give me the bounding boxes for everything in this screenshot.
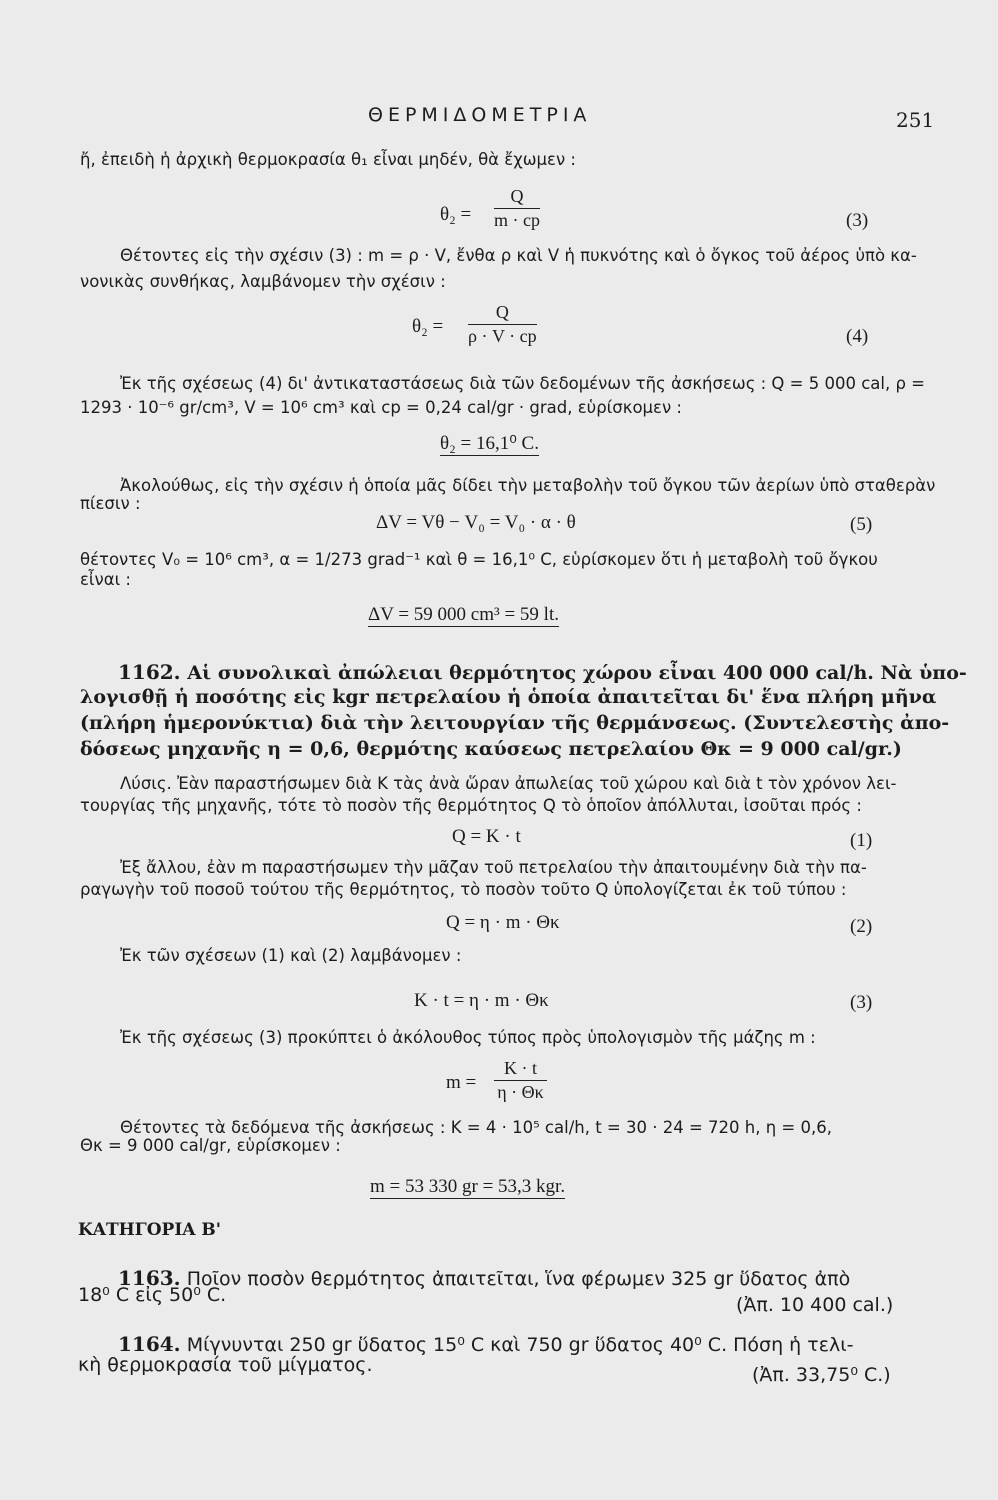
fraction-numerator: K · t [494,1058,547,1081]
paragraph-line: θέτοντες V₀ = 10⁶ cm³, α = 1/273 grad⁻¹ καὶ θ = 16,1⁰ C, εὑρίσκομεν ὅτι ἡ μεταβολὴ τοῦ ὄγκου [80,550,878,569]
intro-line: ἤ, ἐπειδὴ ἡ ἀρχικὴ θερμοκρασία θ₁ εἶναι μηδέν, θὰ ἔχωμεν : [80,150,576,169]
solution-line: τουργίας τῆς μηχανῆς, τότε τὸ ποσὸν τῆς θερμότητος Q τὸ ὁποῖον ἀπόλλυται, ἰσοῦται πρός : [80,796,862,815]
equation-kt: K · t = η · m · Θκ [414,990,549,1011]
fraction-numerator: Q [468,302,537,325]
fraction-denominator: ρ · V · cp [468,326,537,346]
problem-number: 1162. [118,660,181,684]
problem-1163-line1 [118,1266,850,1290]
fraction-denominator: η · Θκ [497,1082,544,1102]
equation-number: (4) [846,326,869,347]
equation-q2: Q = η · m · Θκ [446,912,560,933]
fraction-theta2 [494,186,540,231]
solution-line: Ἐκ τῶν σχέσεων (1) καὶ (2) λαμβάνομεν : [120,946,462,965]
solution-line: Θκ = 9 000 cal/gr, εὑρίσκομεν : [80,1136,341,1155]
solution-line: Λύσις. Ἐὰν παραστήσωμεν διὰ Κ τὰς ἀνὰ ὥραν ἀπωλείας τοῦ χώρου καὶ διὰ t τὸν χρόνον λει- [120,774,897,793]
result-delta-v [368,604,559,626]
result-value: m = 53 330 gr = 53,3 kgr. [370,1176,566,1197]
solution-line: Θέτοντες τὰ δεδόμενα τῆς ἀσκήσεως : K = 4 · 10⁵ cal/h, t = 30 · 24 = 720 h, η = 0,6, [120,1118,832,1137]
paragraph-line: εἶναι : [80,570,131,589]
problem-text: δόσεως μηχανῆς η = 0,6, θερμότης καύσεως πετρελαίου Θκ = 9 000 cal/gr.) [80,738,902,760]
fraction-denominator: m · cp [494,210,540,230]
equation-lhs: θ₂ = [440,204,472,225]
fraction-numerator: Q [494,186,540,209]
problem-1164-line1 [118,1332,854,1356]
problem-text: 18⁰ C εἰς 50⁰ C. [78,1284,227,1306]
equation-lhs: θ₂ = [412,316,444,337]
problem-text: Μίγνυνται 250 gr ὕδατος 15⁰ C καὶ 750 gr ὕδατος 40⁰ C. Πόση ἡ τελι- [186,1334,854,1356]
result-value: θ₂ = 16,1⁰ C. [440,433,539,454]
result-theta2 [440,432,539,455]
solution-line: ραγωγὴν τοῦ ποσοῦ τούτου τῆς θερμότητος, τὸ ποσὸν τοῦτο Q ὑπολογίζεται ἐκ τοῦ τύπου : [80,880,847,899]
problem-text: Αἱ συνολικαὶ ἀπώλειαι θερμότητος χώρου εἶναι 400 000 cal/h. Νὰ ὑπο- [187,662,967,684]
problem-text: κὴ θερμοκρασία τοῦ μίγματος. [78,1354,373,1376]
equation-q: Q = K · t [452,826,521,847]
paragraph-line: πίεσιν : [80,494,141,513]
equation-number: (2) [850,916,873,937]
problem-text: λογισθῇ ἡ ποσότης εἰς kgr πετρελαίου ἡ ὁποία ἀπαιτεῖται δι' ἕνα πλήρη μῆνα [80,686,937,708]
category-heading: ΚΑΤΗΓΟΡΙΑ Β' [78,1220,221,1240]
result-value: ΔV = 59 000 cm³ = 59 lt. [368,604,559,625]
paragraph-line: Ἀκολούθως, εἰς τὴν σχέσιν ἡ ὁποία μᾶς δίδει τὴν μεταβολὴν τοῦ ὄγκου τῶν ἀερίων ὑπὸ σταθερὰν [120,476,936,495]
solution-line: Ἐξ ἄλλου, ἐὰν m παραστήσωμεν τὴν μᾶζαν τοῦ πετρελαίου τὴν ἀπαιτουμένην διὰ τὴν πα- [120,858,867,877]
paragraph-line: Ἐκ τῆς σχέσεως (4) δι' ἀντικαταστάσεως διὰ τῶν δεδομένων τῆς ἀσκήσεως : Q = 5 000 cal, ρ = [120,374,926,393]
equation-number: (1) [850,830,873,851]
problem-text: (πλήρη ἡμερονύκτια) διὰ τὴν λειτουργίαν τῆς θερμάνσεως. (Συντελεστὴς ἀπο- [80,712,950,734]
problem-text: Ποῖον ποσὸν θερμότητος ἀπαιτεῖται, ἵνα φέρωμεν 325 gr ὕδατος ἀπὸ [186,1268,851,1290]
paragraph-line: νονικὰς συνθήκας, λαμβάνομεν τὴν σχέσιν : [80,272,446,291]
fraction-mass [494,1058,547,1103]
problem-1162-line1 [118,660,967,684]
page-number: 251 [896,108,935,132]
equation-delta-v: ΔV = Vθ − V₀ = V₀ · α · θ [376,512,576,533]
equation-number: (5) [850,514,873,535]
problem-number: 1164. [118,1332,181,1356]
paragraph-line: Θέτοντες εἰς τὴν σχέσιν (3) : m = ρ · V, ἔνθα ρ καὶ V ἡ πυκνότης καὶ ὁ ὄγκος τοῦ ἀέρος ὑπὸ κα- [120,246,917,265]
fraction-theta2-b [468,302,537,347]
equation-number: (3) [850,992,873,1013]
problem-number: 1163. [118,1266,181,1290]
answer: (Ἀπ. 10 400 cal.) [736,1294,894,1316]
equation-number: (3) [846,210,869,231]
answer: (Ἀπ. 33,75⁰ C.) [752,1364,891,1386]
paragraph-line: 1293 · 10⁻⁶ gr/cm³, V = 10⁶ cm³ καὶ cp = 0,24 cal/gr · grad, εὑρίσκομεν : [80,398,682,417]
solution-line: Ἐκ τῆς σχέσεως (3) προκύπτει ὁ ἀκόλουθος τύπος πρὸς ὑπολογισμὸν τῆς μάζης m : [120,1028,816,1047]
result-mass [370,1176,565,1198]
equation-lhs: m = [446,1072,477,1093]
running-title: ΘΕΡΜΙΔΟΜΕΤΡΙΑ [368,104,592,126]
